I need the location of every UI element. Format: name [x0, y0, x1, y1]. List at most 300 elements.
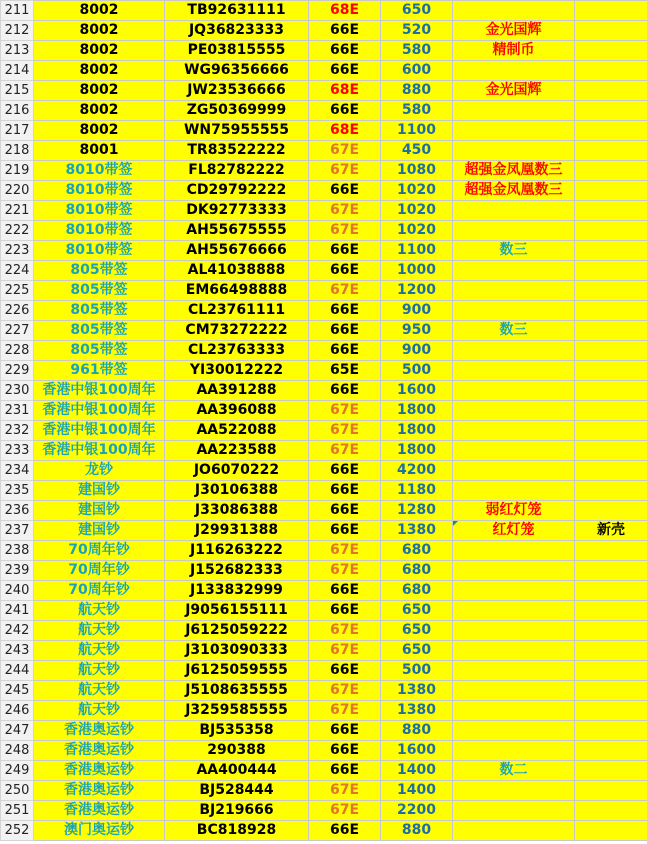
- cell-serial[interactable]: AA522088: [165, 421, 309, 441]
- cell-extra[interactable]: [575, 821, 647, 841]
- cell-price[interactable]: 1800: [381, 401, 453, 421]
- cell-price[interactable]: 520: [381, 21, 453, 41]
- cell-code[interactable]: 67E: [309, 801, 381, 821]
- row-header[interactable]: 238: [1, 541, 34, 561]
- cell-price[interactable]: 1000: [381, 261, 453, 281]
- cell-price[interactable]: 580: [381, 101, 453, 121]
- row-header[interactable]: 221: [1, 201, 34, 221]
- cell-extra[interactable]: [575, 681, 647, 701]
- cell-price[interactable]: 1380: [381, 681, 453, 701]
- cell-extra[interactable]: [575, 141, 647, 161]
- row-header[interactable]: 219: [1, 161, 34, 181]
- row-header[interactable]: 243: [1, 641, 34, 661]
- cell-note[interactable]: [453, 821, 575, 841]
- row-header[interactable]: 215: [1, 81, 34, 101]
- row-header[interactable]: 236: [1, 501, 34, 521]
- row-header[interactable]: 234: [1, 461, 34, 481]
- cell-price[interactable]: 1020: [381, 221, 453, 241]
- cell-note[interactable]: 红灯笼: [453, 521, 575, 541]
- row-header[interactable]: 225: [1, 281, 34, 301]
- cell-extra[interactable]: [575, 581, 647, 601]
- cell-price[interactable]: 1400: [381, 761, 453, 781]
- cell-note[interactable]: [453, 781, 575, 801]
- cell-type[interactable]: 8002: [34, 21, 165, 41]
- cell-note[interactable]: [453, 201, 575, 221]
- cell-code[interactable]: 66E: [309, 101, 381, 121]
- cell-price[interactable]: 650: [381, 601, 453, 621]
- cell-serial[interactable]: CM73272222: [165, 321, 309, 341]
- cell-extra[interactable]: [575, 21, 647, 41]
- cell-note[interactable]: [453, 801, 575, 821]
- cell-code[interactable]: 67E: [309, 701, 381, 721]
- row-header[interactable]: 217: [1, 121, 34, 141]
- cell-serial[interactable]: BJ528444: [165, 781, 309, 801]
- cell-extra[interactable]: [575, 341, 647, 361]
- cell-code[interactable]: 68E: [309, 81, 381, 101]
- row-header[interactable]: 231: [1, 401, 34, 421]
- cell-note[interactable]: [453, 721, 575, 741]
- cell-code[interactable]: 66E: [309, 501, 381, 521]
- cell-extra[interactable]: [575, 561, 647, 581]
- row-header[interactable]: 227: [1, 321, 34, 341]
- cell-type[interactable]: 8010带签: [34, 161, 165, 181]
- cell-type[interactable]: 8002: [34, 101, 165, 121]
- cell-code[interactable]: 66E: [309, 821, 381, 841]
- cell-extra[interactable]: [575, 701, 647, 721]
- cell-note[interactable]: [453, 221, 575, 241]
- cell-price[interactable]: 650: [381, 621, 453, 641]
- cell-price[interactable]: 2200: [381, 801, 453, 821]
- cell-type[interactable]: 航天钞: [34, 601, 165, 621]
- row-header[interactable]: 250: [1, 781, 34, 801]
- cell-type[interactable]: 香港奥运钞: [34, 761, 165, 781]
- cell-note[interactable]: 弱红灯笼: [453, 501, 575, 521]
- cell-type[interactable]: 航天钞: [34, 681, 165, 701]
- cell-serial[interactable]: J3103090333: [165, 641, 309, 661]
- cell-note[interactable]: 数三: [453, 241, 575, 261]
- cell-price[interactable]: 1600: [381, 381, 453, 401]
- cell-type[interactable]: 香港奥运钞: [34, 801, 165, 821]
- cell-price[interactable]: 1380: [381, 701, 453, 721]
- cell-serial[interactable]: J152682333: [165, 561, 309, 581]
- cell-type[interactable]: 建国钞: [34, 521, 165, 541]
- cell-type[interactable]: 龙钞: [34, 461, 165, 481]
- cell-price[interactable]: 950: [381, 321, 453, 341]
- cell-serial[interactable]: J29931388: [165, 521, 309, 541]
- cell-extra[interactable]: 新壳: [575, 521, 647, 541]
- cell-price[interactable]: 1280: [381, 501, 453, 521]
- row-header[interactable]: 248: [1, 741, 34, 761]
- row-header[interactable]: 224: [1, 261, 34, 281]
- cell-price[interactable]: 680: [381, 541, 453, 561]
- cell-extra[interactable]: [575, 621, 647, 641]
- cell-code[interactable]: 67E: [309, 161, 381, 181]
- cell-extra[interactable]: [575, 161, 647, 181]
- cell-note[interactable]: [453, 461, 575, 481]
- cell-code[interactable]: 67E: [309, 281, 381, 301]
- row-header[interactable]: 233: [1, 441, 34, 461]
- cell-code[interactable]: 66E: [309, 21, 381, 41]
- cell-note[interactable]: [453, 101, 575, 121]
- cell-code[interactable]: 67E: [309, 421, 381, 441]
- cell-note[interactable]: 数二: [453, 761, 575, 781]
- cell-type[interactable]: 805带签: [34, 281, 165, 301]
- row-header[interactable]: 251: [1, 801, 34, 821]
- row-header[interactable]: 213: [1, 41, 34, 61]
- cell-note[interactable]: [453, 581, 575, 601]
- cell-type[interactable]: 8002: [34, 41, 165, 61]
- row-header[interactable]: 232: [1, 421, 34, 441]
- cell-serial[interactable]: AH55676666: [165, 241, 309, 261]
- cell-extra[interactable]: [575, 101, 647, 121]
- cell-extra[interactable]: [575, 381, 647, 401]
- cell-note[interactable]: [453, 381, 575, 401]
- cell-note[interactable]: [453, 61, 575, 81]
- cell-code[interactable]: 66E: [309, 61, 381, 81]
- cell-serial[interactable]: EM66498888: [165, 281, 309, 301]
- cell-serial[interactable]: AH55675555: [165, 221, 309, 241]
- cell-code[interactable]: 66E: [309, 381, 381, 401]
- cell-code[interactable]: 66E: [309, 661, 381, 681]
- cell-code[interactable]: 66E: [309, 741, 381, 761]
- cell-extra[interactable]: [575, 61, 647, 81]
- cell-type[interactable]: 70周年钞: [34, 541, 165, 561]
- cell-code[interactable]: 66E: [309, 721, 381, 741]
- row-header[interactable]: 249: [1, 761, 34, 781]
- cell-serial[interactable]: CL23763333: [165, 341, 309, 361]
- cell-price[interactable]: 880: [381, 721, 453, 741]
- cell-extra[interactable]: [575, 201, 647, 221]
- cell-code[interactable]: 67E: [309, 781, 381, 801]
- cell-type[interactable]: 8010带签: [34, 221, 165, 241]
- cell-note[interactable]: [453, 341, 575, 361]
- cell-extra[interactable]: [575, 721, 647, 741]
- cell-type[interactable]: 香港中银100周年: [34, 401, 165, 421]
- cell-note[interactable]: 数三: [453, 321, 575, 341]
- cell-type[interactable]: 香港中银100周年: [34, 441, 165, 461]
- cell-serial[interactable]: WN75955555: [165, 121, 309, 141]
- cell-code[interactable]: 68E: [309, 1, 381, 21]
- cell-type[interactable]: 8010带签: [34, 201, 165, 221]
- cell-extra[interactable]: [575, 361, 647, 381]
- cell-serial[interactable]: BC818928: [165, 821, 309, 841]
- cell-code[interactable]: 66E: [309, 181, 381, 201]
- cell-extra[interactable]: [575, 321, 647, 341]
- cell-price[interactable]: 680: [381, 581, 453, 601]
- cell-price[interactable]: 1600: [381, 741, 453, 761]
- row-header[interactable]: 229: [1, 361, 34, 381]
- cell-type[interactable]: 961带签: [34, 361, 165, 381]
- cell-serial[interactable]: AA223588: [165, 441, 309, 461]
- cell-price[interactable]: 1080: [381, 161, 453, 181]
- cell-serial[interactable]: CL23761111: [165, 301, 309, 321]
- cell-type[interactable]: 8002: [34, 1, 165, 21]
- cell-note[interactable]: [453, 421, 575, 441]
- cell-note[interactable]: [453, 401, 575, 421]
- cell-note[interactable]: 金光国辉: [453, 81, 575, 101]
- cell-code[interactable]: 66E: [309, 341, 381, 361]
- row-header[interactable]: 228: [1, 341, 34, 361]
- cell-serial[interactable]: J6125059555: [165, 661, 309, 681]
- row-header[interactable]: 211: [1, 1, 34, 21]
- cell-extra[interactable]: [575, 641, 647, 661]
- cell-serial[interactable]: TR83522222: [165, 141, 309, 161]
- cell-type[interactable]: 澳门奥运钞: [34, 821, 165, 841]
- cell-extra[interactable]: [575, 661, 647, 681]
- cell-serial[interactable]: BJ219666: [165, 801, 309, 821]
- cell-code[interactable]: 67E: [309, 401, 381, 421]
- cell-price[interactable]: 1380: [381, 521, 453, 541]
- cell-serial[interactable]: ZG50369999: [165, 101, 309, 121]
- cell-type[interactable]: 建国钞: [34, 501, 165, 521]
- cell-price[interactable]: 1020: [381, 201, 453, 221]
- cell-note[interactable]: [453, 541, 575, 561]
- cell-extra[interactable]: [575, 301, 647, 321]
- cell-code[interactable]: 66E: [309, 521, 381, 541]
- cell-price[interactable]: 880: [381, 81, 453, 101]
- cell-note[interactable]: [453, 141, 575, 161]
- row-header[interactable]: 212: [1, 21, 34, 41]
- cell-extra[interactable]: [575, 1, 647, 21]
- table-row: [1, 801, 647, 821]
- cell-type[interactable]: 香港中银100周年: [34, 381, 165, 401]
- row-header[interactable]: 220: [1, 181, 34, 201]
- cell-type[interactable]: 8010带签: [34, 181, 165, 201]
- cell-serial[interactable]: AA396088: [165, 401, 309, 421]
- cell-type[interactable]: 70周年钞: [34, 561, 165, 581]
- cell-serial[interactable]: J30106388: [165, 481, 309, 501]
- cell-code[interactable]: 66E: [309, 41, 381, 61]
- cell-code[interactable]: 66E: [309, 321, 381, 341]
- cell-type[interactable]: 805带签: [34, 301, 165, 321]
- cell-type[interactable]: 8002: [34, 61, 165, 81]
- cell-extra[interactable]: [575, 781, 647, 801]
- cell-extra[interactable]: [575, 401, 647, 421]
- cell-note[interactable]: 超强金凤凰数三: [453, 181, 575, 201]
- cell-serial[interactable]: FL82782222: [165, 161, 309, 181]
- cell-type[interactable]: 航天钞: [34, 621, 165, 641]
- cell-serial[interactable]: AA400444: [165, 761, 309, 781]
- cell-note[interactable]: [453, 641, 575, 661]
- cell-price[interactable]: 500: [381, 361, 453, 381]
- cell-price[interactable]: 1800: [381, 421, 453, 441]
- cell-price[interactable]: 900: [381, 301, 453, 321]
- cell-extra[interactable]: [575, 601, 647, 621]
- cell-extra[interactable]: [575, 441, 647, 461]
- cell-type[interactable]: 70周年钞: [34, 581, 165, 601]
- row-header[interactable]: 246: [1, 701, 34, 721]
- cell-code[interactable]: 66E: [309, 241, 381, 261]
- cell-code[interactable]: 66E: [309, 301, 381, 321]
- cell-code[interactable]: 68E: [309, 121, 381, 141]
- cell-note[interactable]: [453, 441, 575, 461]
- row-header[interactable]: 242: [1, 621, 34, 641]
- cell-extra[interactable]: [575, 461, 647, 481]
- cell-code[interactable]: 66E: [309, 461, 381, 481]
- row-header[interactable]: 218: [1, 141, 34, 161]
- cell-note[interactable]: [453, 661, 575, 681]
- row-header[interactable]: 223: [1, 241, 34, 261]
- cell-code[interactable]: 66E: [309, 761, 381, 781]
- row-header[interactable]: 237: [1, 521, 34, 541]
- cell-note[interactable]: [453, 681, 575, 701]
- cell-code[interactable]: 66E: [309, 261, 381, 281]
- table-row: [1, 741, 647, 761]
- cell-extra[interactable]: [575, 121, 647, 141]
- cell-note[interactable]: [453, 741, 575, 761]
- cell-serial[interactable]: J3259585555: [165, 701, 309, 721]
- cell-note[interactable]: [453, 301, 575, 321]
- cell-note[interactable]: [453, 261, 575, 281]
- cell-note[interactable]: [453, 621, 575, 641]
- cell-price[interactable]: 1200: [381, 281, 453, 301]
- cell-price[interactable]: 580: [381, 41, 453, 61]
- row-header[interactable]: 216: [1, 101, 34, 121]
- cell-serial[interactable]: AA391288: [165, 381, 309, 401]
- row-header[interactable]: 226: [1, 301, 34, 321]
- row-header[interactable]: 252: [1, 821, 34, 841]
- cell-type[interactable]: 航天钞: [34, 641, 165, 661]
- cell-price[interactable]: 650: [381, 641, 453, 661]
- cell-serial[interactable]: JO6070222: [165, 461, 309, 481]
- cell-extra[interactable]: [575, 261, 647, 281]
- cell-code[interactable]: 67E: [309, 221, 381, 241]
- cell-note[interactable]: 超强金凤凰数三: [453, 161, 575, 181]
- cell-extra[interactable]: [575, 741, 647, 761]
- cell-code[interactable]: 65E: [309, 361, 381, 381]
- cell-price[interactable]: 1400: [381, 781, 453, 801]
- cell-code[interactable]: 66E: [309, 601, 381, 621]
- cell-type[interactable]: 8002: [34, 81, 165, 101]
- row-header[interactable]: 239: [1, 561, 34, 581]
- cell-price[interactable]: 1800: [381, 441, 453, 461]
- row-header[interactable]: 241: [1, 601, 34, 621]
- cell-code[interactable]: 67E: [309, 541, 381, 561]
- cell-code[interactable]: 67E: [309, 441, 381, 461]
- table-row: [1, 301, 647, 321]
- cell-extra[interactable]: [575, 761, 647, 781]
- cell-type[interactable]: 香港中银100周年: [34, 421, 165, 441]
- row-header[interactable]: 244: [1, 661, 34, 681]
- cell-type[interactable]: 建国钞: [34, 481, 165, 501]
- cell-serial[interactable]: PE03815555: [165, 41, 309, 61]
- cell-price[interactable]: 900: [381, 341, 453, 361]
- cell-type[interactable]: 8002: [34, 121, 165, 141]
- cell-price[interactable]: 880: [381, 821, 453, 841]
- table-row: [1, 601, 647, 621]
- cell-extra[interactable]: [575, 181, 647, 201]
- cell-code[interactable]: 66E: [309, 481, 381, 501]
- cell-note[interactable]: [453, 601, 575, 621]
- cell-serial[interactable]: J5108635555: [165, 681, 309, 701]
- cell-note[interactable]: [453, 701, 575, 721]
- cell-serial[interactable]: YI30012222: [165, 361, 309, 381]
- cell-serial[interactable]: AL41038888: [165, 261, 309, 281]
- cell-type[interactable]: 8010带签: [34, 241, 165, 261]
- row-header[interactable]: 230: [1, 381, 34, 401]
- cell-price[interactable]: 450: [381, 141, 453, 161]
- cell-type[interactable]: 805带签: [34, 261, 165, 281]
- row-header[interactable]: 240: [1, 581, 34, 601]
- table-row: [1, 441, 647, 461]
- cell-type[interactable]: 香港奥运钞: [34, 721, 165, 741]
- cell-price[interactable]: 1180: [381, 481, 453, 501]
- cell-serial[interactable]: DK92773333: [165, 201, 309, 221]
- cell-code[interactable]: 67E: [309, 641, 381, 661]
- cell-note[interactable]: [453, 281, 575, 301]
- cell-serial[interactable]: WG96356666: [165, 61, 309, 81]
- cell-serial[interactable]: JQ36823333: [165, 21, 309, 41]
- row-header[interactable]: 245: [1, 681, 34, 701]
- cell-serial[interactable]: BJ535358: [165, 721, 309, 741]
- cell-serial[interactable]: J33086388: [165, 501, 309, 521]
- cell-code[interactable]: 67E: [309, 621, 381, 641]
- row-header[interactable]: 222: [1, 221, 34, 241]
- cell-extra[interactable]: [575, 221, 647, 241]
- cell-serial[interactable]: J6125059222: [165, 621, 309, 641]
- cell-note[interactable]: [453, 561, 575, 581]
- cell-price[interactable]: 500: [381, 661, 453, 681]
- cell-extra[interactable]: [575, 41, 647, 61]
- cell-extra[interactable]: [575, 801, 647, 821]
- cell-code[interactable]: 67E: [309, 681, 381, 701]
- cell-extra[interactable]: [575, 481, 647, 501]
- cell-extra[interactable]: [575, 281, 647, 301]
- row-header[interactable]: 247: [1, 721, 34, 741]
- cell-extra[interactable]: [575, 81, 647, 101]
- cell-serial[interactable]: J133832999: [165, 581, 309, 601]
- cell-extra[interactable]: [575, 241, 647, 261]
- cell-note[interactable]: [453, 1, 575, 21]
- cell-price[interactable]: 1020: [381, 181, 453, 201]
- cell-extra[interactable]: [575, 541, 647, 561]
- cell-note[interactable]: 金光国辉: [453, 21, 575, 41]
- cell-type[interactable]: 805带签: [34, 341, 165, 361]
- cell-type[interactable]: 香港奥运钞: [34, 781, 165, 801]
- cell-note[interactable]: [453, 121, 575, 141]
- cell-type[interactable]: 8001: [34, 141, 165, 161]
- cell-price[interactable]: 680: [381, 561, 453, 581]
- cell-type[interactable]: 航天钞: [34, 701, 165, 721]
- cell-serial[interactable]: JW23536666: [165, 81, 309, 101]
- cell-price[interactable]: 1100: [381, 241, 453, 261]
- row-header[interactable]: 235: [1, 481, 34, 501]
- cell-extra[interactable]: [575, 501, 647, 521]
- cell-code[interactable]: 67E: [309, 201, 381, 221]
- cell-code[interactable]: 67E: [309, 561, 381, 581]
- cell-serial[interactable]: TB92631111: [165, 1, 309, 21]
- cell-note[interactable]: [453, 481, 575, 501]
- cell-type[interactable]: 航天钞: [34, 661, 165, 681]
- cell-serial[interactable]: J9056155111: [165, 601, 309, 621]
- cell-serial[interactable]: 290388: [165, 741, 309, 761]
- grid-body: [1, 1, 647, 841]
- cell-price[interactable]: 4200: [381, 461, 453, 481]
- cell-extra[interactable]: [575, 421, 647, 441]
- row-header[interactable]: 214: [1, 61, 34, 81]
- cell-type[interactable]: 香港奥运钞: [34, 741, 165, 761]
- cell-serial[interactable]: J116263222: [165, 541, 309, 561]
- cell-code[interactable]: 67E: [309, 141, 381, 161]
- cell-price[interactable]: 600: [381, 61, 453, 81]
- cell-serial[interactable]: CD29792222: [165, 181, 309, 201]
- cell-note[interactable]: [453, 361, 575, 381]
- cell-code[interactable]: 66E: [309, 581, 381, 601]
- cell-type[interactable]: 805带签: [34, 321, 165, 341]
- cell-price[interactable]: 1100: [381, 121, 453, 141]
- cell-note[interactable]: 精制币: [453, 41, 575, 61]
- cell-price[interactable]: 650: [381, 1, 453, 21]
